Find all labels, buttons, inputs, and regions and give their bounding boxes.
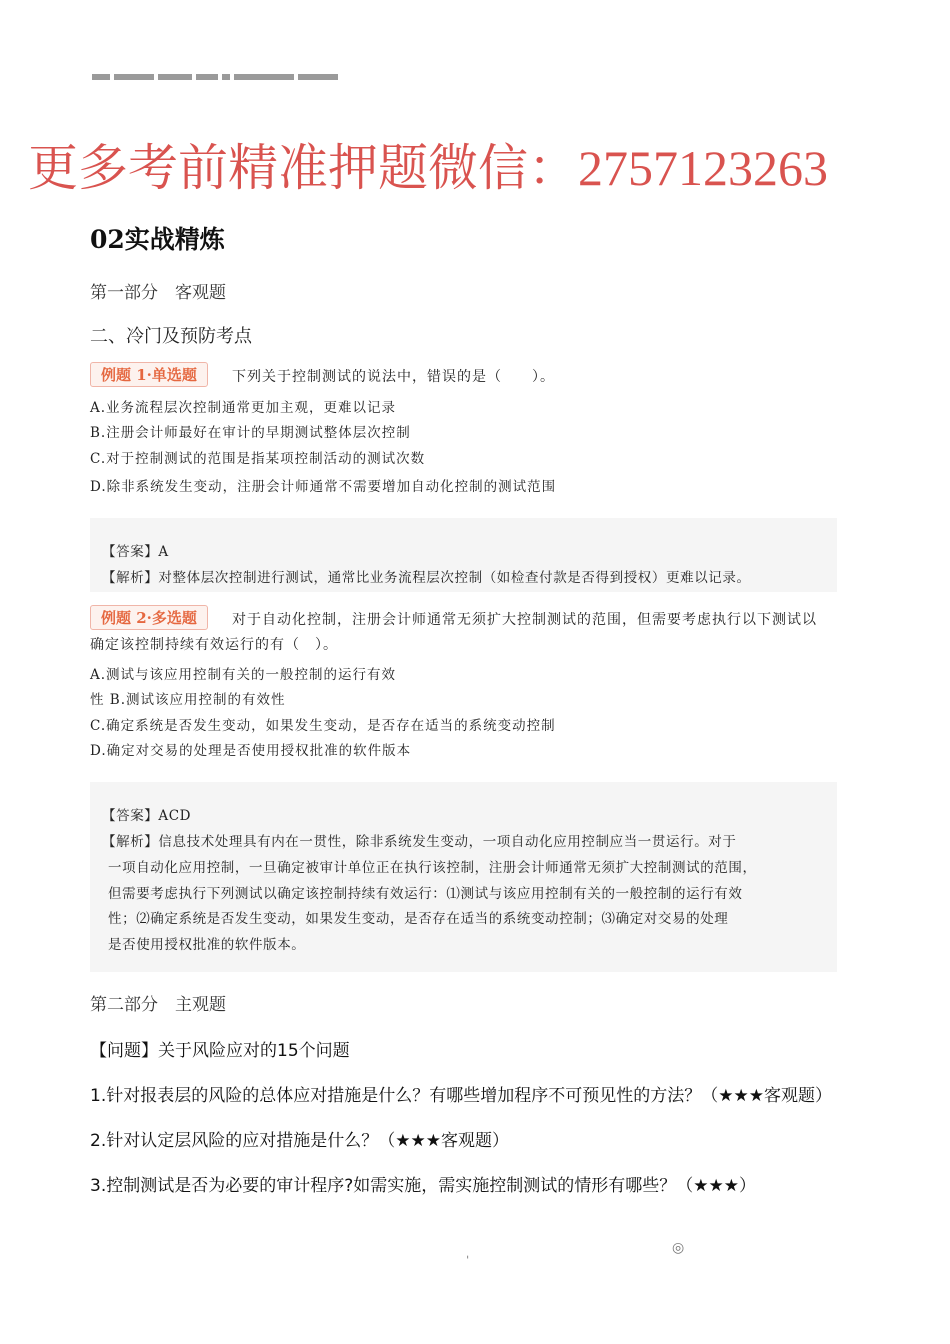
garbled-header-text [92,66,350,78]
problem-item-3: 3.控制测试是否为必要的审计程序?如需实施，需实施控制测试的情形有哪些？（★★★） [90,1176,756,1196]
part-two-title: 第二部分 主观题 [90,995,226,1015]
q2-analysis-line: 性；⑵确定系统是否发生变动，如果发生变动，是否存在适当的系统变动控制；⑶确定对交易的处理 [108,911,729,927]
q1-answer-box [90,518,837,592]
q1-option-b: B.注册会计师最好在审计的早期测试整体层次控制 [90,425,411,441]
q1-answer: 【答案】A [102,544,169,560]
q2-answer-box [90,782,837,972]
q1-option-a: A.业务流程层次控制通常更加主观，更难以记录 [90,400,397,416]
subsection-title: 二、冷门及预防考点 [90,326,252,347]
q2-option-d: D.确定对交易的处理是否使用授权批准的软件版本 [90,743,412,759]
watermark-text: 更多考前精准押题微信：2757123263 [28,140,828,196]
q1-stem: 下列关于控制测试的说法中，错误的是（ ）。 [232,369,555,385]
q2-analysis-line: 是否使用授权批准的软件版本。 [108,937,306,953]
q2-analysis-line: 【解析】信息技术处理具有内在一贯性，除非系统发生变动，一项自动化应用控制应当一贯运行。对于 [102,834,737,850]
problem-item-1: 1.针对报表层的风险的总体应对措施是什么？有哪些增加程序不可预见性的方法？（★★★客观题） [90,1086,832,1106]
section-title: 02实战精炼 [90,225,225,254]
problem-item-2: 2.针对认定层风险的应对措施是什么？（★★★客观题） [90,1131,509,1151]
q2-option-b: 性 B.测试该应用控制的有效性 [90,692,286,708]
q2-tag: 例题 2·多选题 [90,605,208,630]
q2-stem-line1: 对于自动化控制，注册会计师通常无须扩大控制测试的范围，但需要考虑执行以下测试以 [232,612,817,628]
q2-stem-line2: 确定该控制持续有效运行的有（ ）。 [90,637,338,653]
q2-option-a: A.测试与该应用控制有关的一般控制的运行有效 [90,667,397,683]
scan-artifact-mark: ◎ [672,1240,685,1256]
q2-analysis-line: 一项自动化应用控制，一旦确定被审计单位正在执行该控制，注册会计师通常无须扩大控制测试的范围， [108,860,757,876]
q1-analysis: 【解析】对整体层次控制进行测试，通常比业务流程层次控制（如检查付款是否得到授权）更难以记录。 [102,570,751,586]
problem-heading: 【问题】关于风险应对的15个问题 [90,1041,350,1061]
q1-option-c: C.对于控制测试的范围是指某项控制活动的测试次数 [90,451,426,467]
q2-option-c: C.确定系统是否发生变动，如果发生变动，是否存在适当的系统变动控制 [90,718,556,734]
part-one-title: 第一部分 客观题 [90,283,226,303]
q1-tag: 例题 1·单选题 [90,362,208,387]
q1-option-d: D.除非系统发生变动，注册会计师通常不需要增加自动化控制的测试范围 [90,479,557,495]
q2-analysis-line: 但需要考虑执行下列测试以确定该控制持续有效运行：⑴测试与该应用控制有关的一般控制的运行有效 [108,886,743,902]
scan-artifact-dot: ˌ [466,1246,470,1260]
q2-answer: 【答案】ACD [102,808,192,824]
